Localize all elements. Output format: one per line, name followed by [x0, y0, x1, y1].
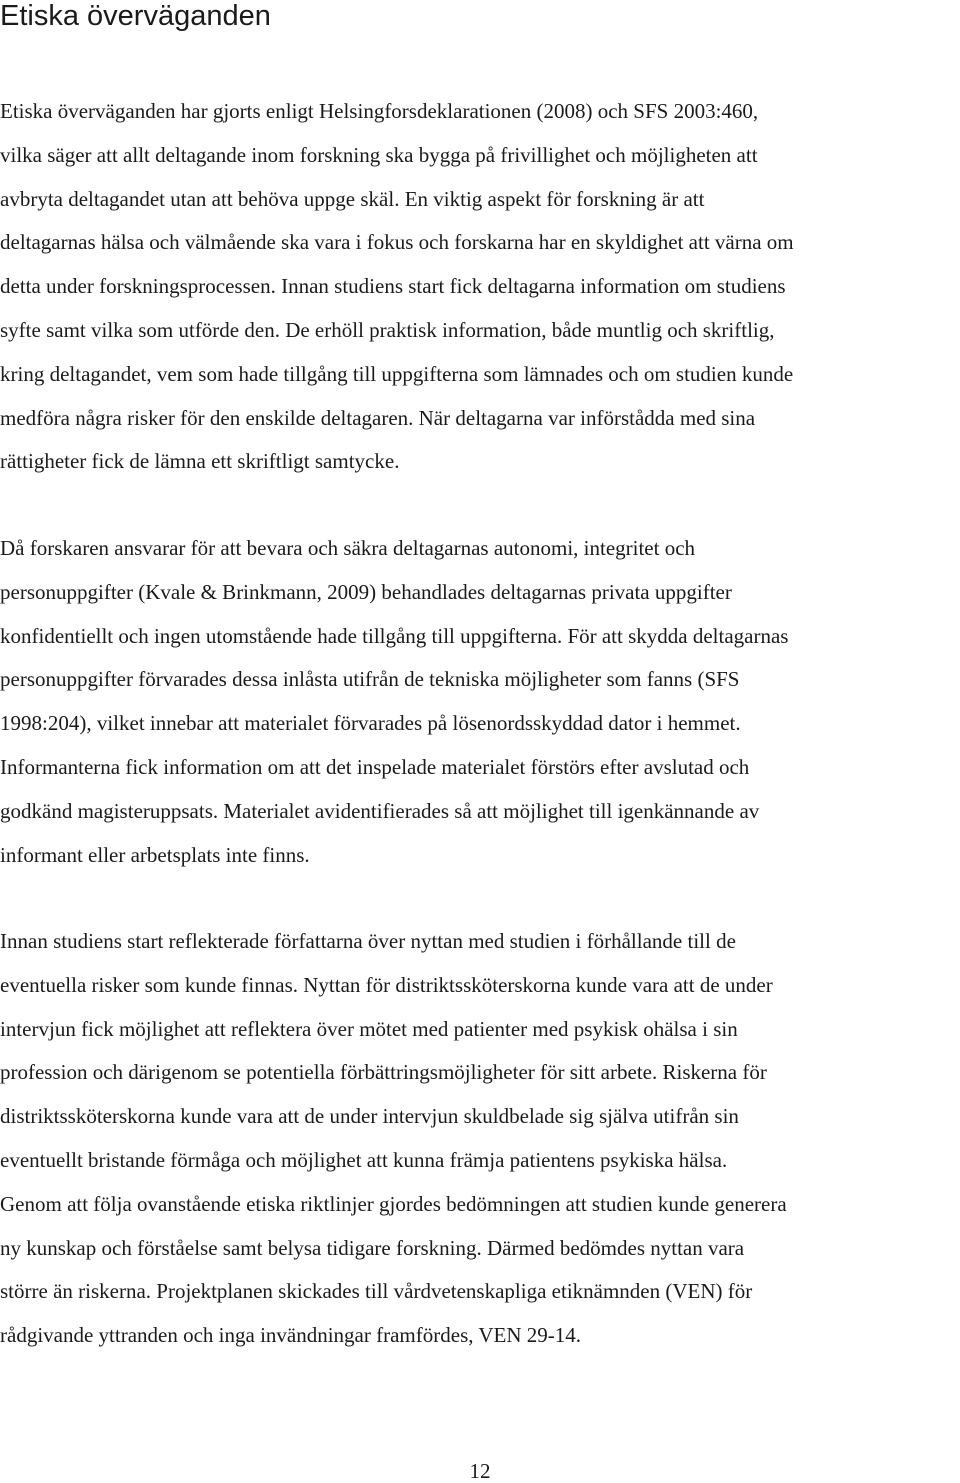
text-line: ny kunskap och förståelse samt belysa tidigare forskning. Därmed bedömdes nyttan vara — [0, 1235, 745, 1260]
text-line: godkänd magisteruppsats. Materialet avidentifierades så att möjlighet till igenkännande av — [0, 798, 760, 823]
text-line: informant eller arbetsplats inte finns. — [0, 842, 310, 867]
text-line: eventuella risker som kunde finnas. Nyttan för distriktssköterskorna kunde vara att de under — [0, 972, 773, 997]
text-line: Då forskaren ansvarar för att bevara och säkra deltagarnas autonomi, integritet och — [0, 536, 696, 560]
text-line: eventuellt bristande förmåga och möjlighet att kunna främja patientens psykiska hälsa. — [0, 1147, 728, 1172]
text-line: distriktssköterskorna kunde vara att de under intervjun skuldbelade sig själva utifrån sin — [0, 1104, 739, 1129]
text-line: personuppgifter förvarades dessa inlåsta utifrån de tekniska möjligheter som fanns (SFS — [0, 667, 740, 692]
text-line: Innan studiens start reflekterade författarna över nyttan med studien i förhållande till de — [0, 929, 736, 953]
text-line: syfte samt vilka som utförde den. De erhöll praktisk information, både muntlig och skriftlig, — [0, 317, 775, 342]
paragraph-data-protection — [0, 527, 788, 877]
text-line: profession och därigenom se potentiella förbättringsmöjligheter för sitt arbete. Riskerna för — [0, 1060, 767, 1085]
text-line: Genom att följa ovanstående etiska riktlinjer gjordes bedömningen att studien kunde generera — [0, 1191, 787, 1216]
text-line: detta under forskningsprocessen. Innan studiens start fick deltagarna information om studiens — [0, 274, 786, 299]
page-number: 12 — [469, 1459, 491, 1483]
text-line: intervjun fick möjlighet att reflektera över mötet med patienter med psykisk ohälsa i sin — [0, 1016, 738, 1041]
section-heading: Etiska överväganden — [0, 0, 271, 32]
text-line: konfidentiellt och ingen utomstående hade tillgång till uppgifterna. För att skydda deltagarnas — [0, 623, 789, 648]
text-line: 1998:204), vilket innebar att materialet förvarades på lösenordsskyddad dator i hemmet. — [0, 711, 741, 736]
text-line: Informanterna fick information om att det inspelade materialet förstörs efter avslutad och — [0, 754, 750, 779]
text-line: deltagarnas hälsa och välmående ska vara i fokus och forskarna har en skyldighet att värna om — [0, 230, 794, 255]
text-line: kring deltagandet, vem som hade tillgång till uppgifterna som lämnades och om studien kunde — [0, 361, 794, 386]
text-line: rättigheter fick de lämna ett skriftligt samtycke. — [0, 449, 400, 474]
text-line: Etiska överväganden har gjorts enligt Helsingforsdeklarationen (2008) och SFS 2003:460, — [0, 99, 759, 123]
text-line: större än riskerna. Projektplanen skickades till vårdvetenskapliga etiknämnden (VEN) för — [0, 1279, 753, 1304]
text-line: medföra några risker för den enskilde deltagaren. När deltagarna var införstådda med sina — [0, 405, 756, 430]
paragraph-ethics-principles — [0, 90, 794, 484]
text-line: avbryta deltagandet utan att behöva uppge skäl. En viktig aspekt för forskning är att — [0, 186, 705, 211]
text-line: vilka säger att allt deltagande inom forskning ska bygga på frivillighet och möjligheten att — [0, 142, 758, 167]
text-line: rådgivande yttranden och inga invändningar framfördes, VEN 29-14. — [0, 1323, 582, 1348]
paragraph-risk-benefit — [0, 920, 787, 1358]
text-line: personuppgifter (Kvale & Brinkmann, 2009) behandlades deltagarnas privata uppgifter — [0, 579, 732, 604]
